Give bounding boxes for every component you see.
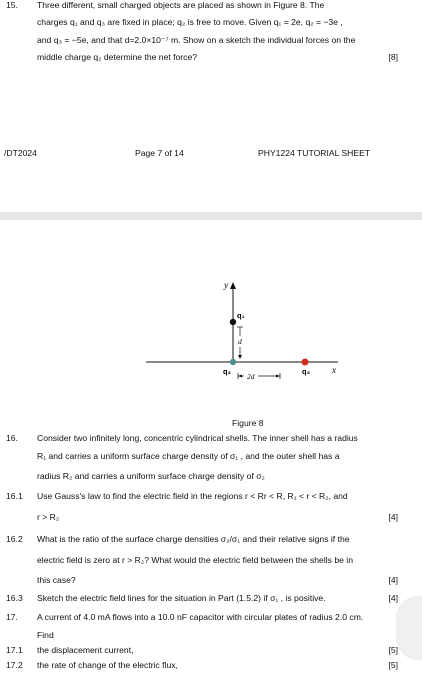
question-number: 16.2: [6, 534, 23, 544]
question-text-line: radius R₂ and carries a uniform surface charge density of σ₂: [37, 471, 265, 481]
charge-q2-label: q₂: [223, 367, 231, 376]
footer-right: PHY1224 TUTORIAL SHEET: [258, 148, 371, 158]
figure-8-diagram: [140, 278, 340, 388]
y-axis-label: y: [224, 280, 228, 290]
question-text-line: the displacement current,: [37, 645, 134, 655]
charge-q3-dot: [302, 359, 309, 366]
charge-q3-label: q₃: [302, 367, 311, 376]
question-text-line: r > R₂: [37, 512, 60, 522]
charge-q1-label: q₁: [237, 311, 245, 320]
x-axis-label: x: [332, 365, 336, 375]
question-number: 16.: [6, 433, 18, 443]
side-scroll-tab[interactable]: [396, 596, 422, 660]
question-number: 15.: [6, 0, 18, 10]
marks-label: [5]: [388, 660, 398, 670]
question-number: 17.: [6, 612, 18, 622]
footer-left: /DT2024: [4, 148, 37, 158]
question-text-line: What is the ratio of the surface charge densities σ₂/σ₁ and their relative signs if the: [37, 534, 350, 544]
question-text-line: the rate of change of the electric flux,: [37, 660, 178, 670]
question-number: 16.3: [6, 593, 23, 603]
charge-q1-dot: [230, 319, 236, 325]
charge-q2-dot: [230, 359, 236, 365]
question-text-line: A current of 4.0 mA flows into a 10.0 nF capacitor with circular plates of radius 2.0 cm.: [37, 612, 364, 622]
marks-label: [4]: [388, 512, 398, 522]
question-text-line: Find: [37, 630, 54, 640]
question-text-line: Sketch the electric field lines for the situation in Part (1.5.2) if σ₁ , is positive.: [37, 593, 326, 603]
question-number: 16.1: [6, 491, 23, 501]
marks-label: [4]: [388, 593, 398, 603]
question-text-line: charges q₁ and q₃ are fixed in place; q₂ is free to move. Given q₁ = 2e, q₂ = −3e ,: [37, 17, 343, 27]
question-number: 17.2: [6, 660, 23, 670]
y-axis-arrow: [230, 282, 236, 289]
question-text-line: middle charge q₂ determine the net force?: [37, 52, 198, 62]
page-break-band: [0, 212, 422, 220]
marks-label: [8]: [388, 52, 398, 62]
marks-label: [4]: [388, 575, 398, 585]
question-text-line: and q₃ = −5e, and that d=2.0×10⁻⁷ m. Show on a sketch the individual forces on the: [37, 35, 356, 45]
distance-2d-label: 2d: [247, 372, 255, 381]
distance-d-label: d: [238, 337, 242, 346]
question-text-line: this case?: [37, 575, 76, 585]
marks-label: [5]: [388, 645, 398, 655]
question-text-line: Use Gauss's law to find the electric field in the regions r < Rr < R, R₁ < r < R₂, and: [37, 491, 348, 501]
question-text-line: electric field is zero at r > R₂? What would the electric field between the shells be in: [37, 555, 353, 565]
figure-caption: Figure 8: [232, 418, 264, 428]
question-number: 17.1: [6, 645, 23, 655]
question-text-line: Three different, small charged objects are placed as shown in Figure 8. The: [37, 0, 325, 10]
question-text-line: R₁ and carries a uniform surface charge density of σ₁ , and the outer shell has a: [37, 451, 340, 461]
question-text-line: Consider two infinitely long, concentric cylindrical shells. The inner shell has a radius: [37, 433, 358, 443]
page-number: Page 7 of 14: [135, 148, 184, 158]
